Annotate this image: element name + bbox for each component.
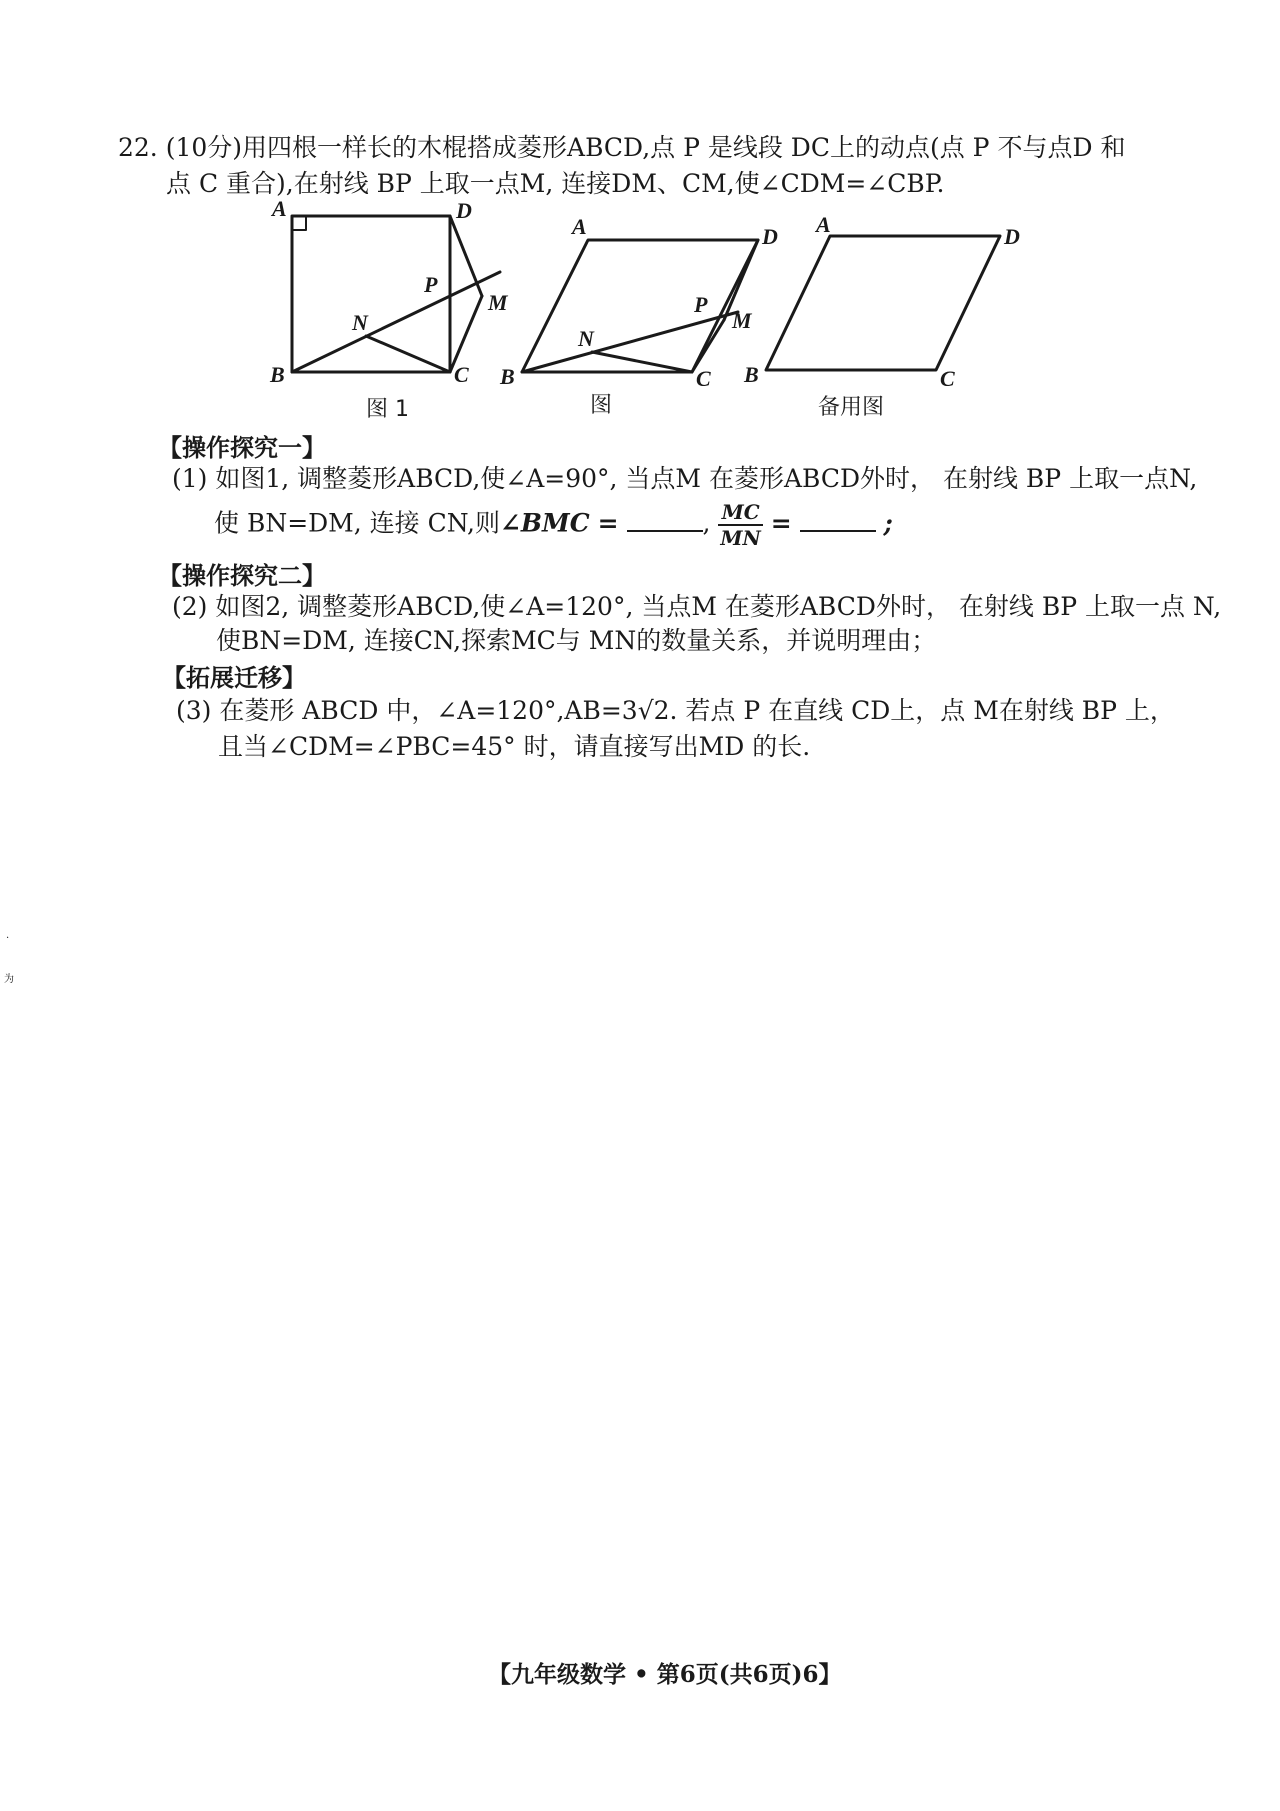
fig1-segment-cm — [450, 296, 482, 372]
equals-1: = — [597, 508, 619, 538]
fig2-label-d: D — [762, 224, 778, 249]
fig2-caption: 图 — [590, 393, 613, 418]
fraction-numerator: MC — [718, 500, 762, 526]
fig1-label-d: D — [456, 200, 472, 223]
fig3-label-b: B — [744, 362, 759, 387]
part1-line2 — [214, 500, 893, 550]
part2-line1: (2) 如图2, 调整菱形ABCD,使∠A=120°, 当点M 在菱形ABCD外时， 在射线 BP 上取一点 N, — [172, 592, 1222, 621]
question-stem-line1 — [118, 131, 1125, 165]
fig1-label-p: P — [424, 272, 438, 297]
fig3-label-d: D — [1004, 224, 1020, 249]
fig1-segment-cn — [366, 336, 450, 372]
fig1-right-angle-mark — [292, 216, 306, 230]
fig2-label-p: P — [694, 292, 708, 317]
fig2-segment-cm — [692, 320, 724, 372]
part2-line2: 使BN=DM, 连接CN,探索MC与 MN的数量关系，并说明理由； — [216, 626, 937, 655]
fig2-rhombus — [522, 240, 758, 372]
page-footer: 【九年级数学 • 第6页(共6页)6】 — [488, 1661, 842, 1688]
fig1-label-a: A — [272, 200, 287, 221]
part3-heading: 【拓展迁移】 — [162, 663, 306, 692]
equals-2: = — [770, 508, 792, 538]
angle-bmc: ∠BMC — [499, 508, 590, 538]
part3-line2: 且当∠CDM=∠PBC=45° 时，请直接写出MD 的长. — [218, 732, 811, 761]
answer-blank-1[interactable] — [627, 510, 703, 532]
separator: , — [702, 508, 711, 538]
figure-3 — [766, 236, 1000, 370]
fraction-denominator: MN — [720, 526, 761, 550]
fig1-ray-bp — [292, 272, 500, 372]
part1-line1: (1) 如图1, 调整菱形ABCD,使∠A=90°, 当点M 在菱形ABCD外时， 在射线 BP 上取一点N, — [172, 464, 1198, 493]
semicolon: ; — [883, 508, 893, 538]
part3-line1: (3) 在菱形 ABCD 中，∠A=120°,AB=3√2. 若点 P 在直线 CD上，点 M在射线 BP 上， — [176, 696, 1175, 725]
question-stem-line2: 点 C 重合),在射线 BP 上取一点M, 连接DM、CM,使∠CDM=∠CBP. — [166, 169, 945, 198]
figure-2 — [522, 240, 758, 372]
figure-1 — [292, 216, 500, 372]
fig3-label-a: A — [816, 212, 831, 237]
part1-line2-prefix: 使 BN=DM, 连接 CN,则 — [214, 508, 500, 538]
question-number: 22. (10分) — [118, 133, 243, 162]
fig3-caption: 备用图 — [818, 395, 885, 420]
margin-mark-char: 为 — [4, 974, 14, 985]
part1-heading: 【操作探究一】 — [158, 433, 326, 462]
fig2-label-m: M — [732, 308, 752, 333]
fig1-label-m: M — [488, 290, 508, 315]
fig3-rhombus — [766, 236, 1000, 370]
fig2-segment-cn — [592, 352, 692, 372]
answer-blank-2[interactable] — [800, 510, 876, 532]
fig1-label-c: C — [454, 362, 469, 387]
part2-heading: 【操作探究二】 — [158, 561, 326, 590]
question-text-1: 用四根一样长的木棍搭成菱形ABCD,点 P 是线段 DC上的动点(点 P 不与点D 和 — [242, 133, 1126, 162]
fig1-label-b: B — [270, 362, 285, 387]
figures — [250, 200, 1050, 420]
fraction-mc-mn — [718, 500, 762, 550]
fig1-label-n: N — [352, 310, 368, 335]
fig2-label-c: C — [696, 366, 711, 391]
fig1-segment-dm — [450, 216, 482, 296]
fig2-label-a: A — [572, 214, 587, 239]
fig2-label-n: N — [578, 326, 594, 351]
margin-mark-dot: . — [6, 930, 10, 941]
fig1-caption: 图 1 — [366, 397, 409, 422]
fig3-label-c: C — [940, 366, 955, 391]
fig2-label-b: B — [500, 364, 515, 389]
